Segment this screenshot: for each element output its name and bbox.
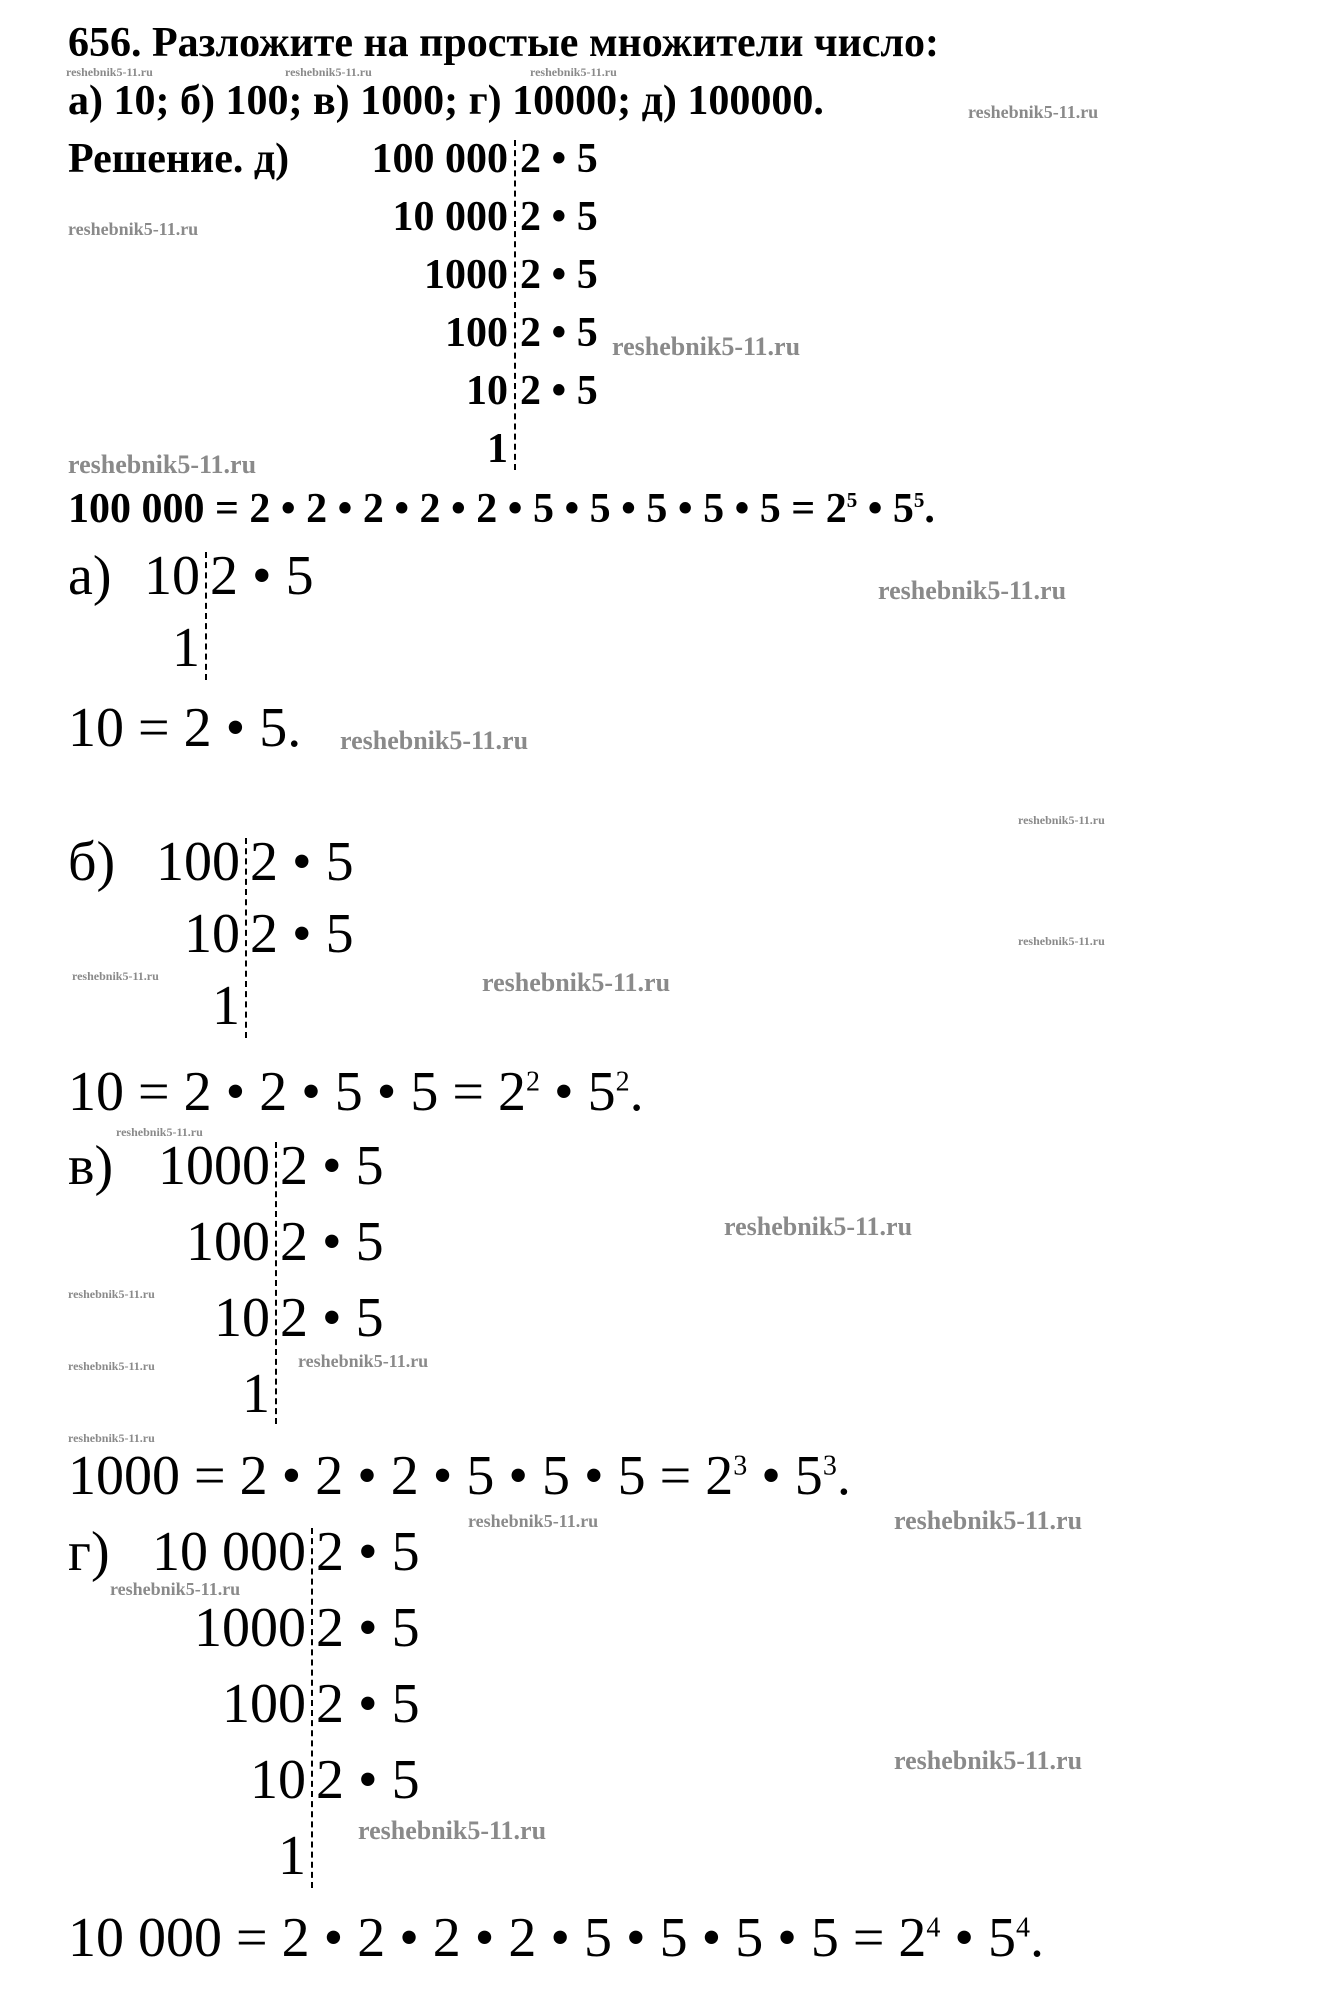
watermark: reshebnik5-11.ru [285, 65, 372, 79]
watermark: reshebnik5-11.ru [110, 1579, 241, 1599]
d-number-5: 10 [466, 368, 508, 414]
solution-label: Решение. д) [68, 136, 290, 182]
v-row-1 [140, 1135, 384, 1197]
g-factors-4: 2 • 5 [316, 1749, 420, 1811]
a-divider-line [205, 552, 207, 680]
v-result: 1000 = 2 • 2 • 2 • 5 • 5 • $5 = 2^3$ • $5^3$. [68, 1445, 851, 1507]
g-row-4 [140, 1749, 420, 1811]
watermark: reshebnik5-11.ru [1018, 934, 1105, 948]
g-number-1: 10 000 [152, 1521, 306, 1583]
watermark: reshebnik5-11.ru [530, 65, 617, 79]
g-factors-2: 2 • 5 [316, 1597, 420, 1659]
d-row-3 [300, 254, 598, 296]
a-row-1 [130, 545, 314, 607]
b-factors-2: 2 • 5 [250, 903, 354, 965]
d-row-5 [300, 370, 598, 412]
d-row-4 [300, 312, 598, 354]
a-number-1: 10 [144, 545, 200, 607]
v-factors-2: 2 • 5 [280, 1211, 384, 1273]
d-row-2 [300, 196, 598, 238]
problem-title: 656. Разложите на простые множители число: [68, 20, 939, 66]
watermark: reshebnik5-11.ru [894, 1746, 1083, 1775]
g-row-1 [140, 1521, 420, 1583]
g-number-3: 100 [222, 1673, 306, 1735]
d-factors-1: 2 • 5 [520, 136, 598, 182]
v-number-2: 100 [186, 1211, 270, 1273]
b-divider-line [245, 838, 247, 1038]
v-factors-3: 2 • 5 [280, 1287, 384, 1349]
a-number-2: 1 [172, 617, 200, 679]
b-result: 10 = 2 • 2 • 5 • $5 = 2^2$ • $5^2$. [68, 1061, 644, 1123]
v-row-4 [140, 1363, 280, 1425]
a-factors-1: 2 • 5 [210, 545, 314, 607]
watermark: reshebnik5-11.ru [68, 219, 199, 239]
v-number-3: 10 [214, 1287, 270, 1349]
watermark: reshebnik5-11.ru [612, 332, 801, 361]
v-divider-line [275, 1142, 277, 1424]
watermark: reshebnik5-11.ru [68, 1287, 155, 1301]
v-row-3 [140, 1287, 384, 1349]
g-factors-1: 2 • 5 [316, 1521, 420, 1583]
d-number-3: 1000 [424, 252, 508, 298]
b-number-3: 1 [212, 975, 240, 1037]
watermark: reshebnik5-11.ru [968, 102, 1099, 122]
watermark: reshebnik5-11.ru [878, 576, 1067, 605]
v-number-4: 1 [242, 1363, 270, 1425]
watermark: reshebnik5-11.ru [68, 1431, 155, 1445]
watermark: reshebnik5-11.ru [358, 1816, 547, 1845]
d-number-2: 10 000 [392, 194, 508, 240]
watermark: reshebnik5-11.ru [894, 1506, 1083, 1535]
d-row-1 [300, 138, 598, 180]
watermark: reshebnik5-11.ru [482, 968, 671, 997]
v-number-1: 1000 [158, 1135, 270, 1197]
watermark: reshebnik5-11.ru [72, 969, 159, 983]
d-row-6 [300, 428, 520, 470]
watermark: reshebnik5-11.ru [340, 726, 529, 755]
b-label: б) [68, 831, 116, 893]
d-factors-3: 2 • 5 [520, 252, 598, 298]
g-row-5 [140, 1825, 316, 1887]
v-row-2 [140, 1211, 384, 1273]
g-divider-line [311, 1528, 313, 1888]
b-factors-1: 2 • 5 [250, 831, 354, 893]
watermark: reshebnik5-11.ru [468, 1511, 599, 1531]
b-number-1: 100 [156, 831, 240, 893]
d-number-1: 100 000 [371, 136, 508, 182]
g-label: г) [68, 1521, 110, 1583]
b-row-3 [140, 975, 250, 1037]
g-factors-3: 2 • 5 [316, 1673, 420, 1735]
v-label: в) [68, 1135, 114, 1197]
g-row-3 [140, 1673, 420, 1735]
watermark: reshebnik5-11.ru [1018, 813, 1105, 827]
problem-items: а) 10; б) 100; в) 1000; г) 10000; д) 100000. [68, 78, 824, 124]
d-result: 100 000 = 2 • 2 • 2 • 2 • 2 • 5 • 5 • 5 • 5 • $5 = 2^5$ • $5^5$. [68, 486, 935, 532]
a-result: 10 = 2 • 5. [68, 697, 302, 759]
g-row-2 [140, 1597, 420, 1659]
watermark: reshebnik5-11.ru [724, 1212, 913, 1241]
g-number-2: 1000 [194, 1597, 306, 1659]
d-factors-5: 2 • 5 [520, 368, 598, 414]
d-divider-line [514, 140, 516, 470]
g-result: 10 000 = 2 • 2 • 2 • 2 • 5 • 5 • 5 • $5 = 2^4$ • $5^4$. [68, 1907, 1045, 1969]
g-number-4: 10 [250, 1749, 306, 1811]
a-row-2 [130, 617, 210, 679]
g-number-5: 1 [278, 1825, 306, 1887]
v-factors-1: 2 • 5 [280, 1135, 384, 1197]
watermark: reshebnik5-11.ru [116, 1125, 203, 1139]
d-factors-2: 2 • 5 [520, 194, 598, 240]
b-number-2: 10 [184, 903, 240, 965]
d-number-4: 100 [445, 310, 508, 356]
a-label: а) [68, 545, 112, 607]
d-number-6: 1 [487, 426, 508, 472]
watermark: reshebnik5-11.ru [66, 65, 153, 79]
watermark: reshebnik5-11.ru [68, 450, 257, 479]
watermark: reshebnik5-11.ru [68, 1359, 155, 1373]
watermark: reshebnik5-11.ru [298, 1351, 429, 1371]
d-factors-4: 2 • 5 [520, 310, 598, 356]
